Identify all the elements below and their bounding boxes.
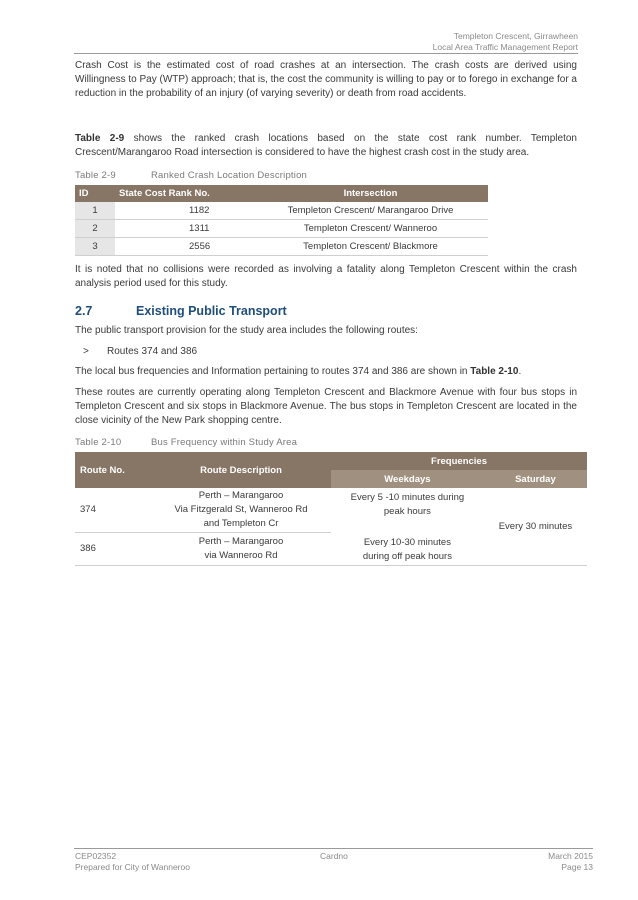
table-header-row [75,185,488,202]
weekday-peak-line: Every 5 -10 minutes during [350,492,465,504]
cell-rank: 1182 [115,202,253,220]
route-desc-line: via Wanneroo Rd [204,550,278,562]
route-desc-line: Perth – Marangaroo [198,536,284,548]
bus-frequency-table [75,452,587,566]
column-header-route-no: Route No. [75,452,151,488]
frequency-intro-paragraph [75,365,577,379]
crash-cost-paragraph: Crash Cost is the estimated cost of road crashes at an intersection. The crash costs are derived using Willingness to Pay (WTP) approach; that is, the cost the community is willing to pay or to forego in exchange for a reduction in the probability of an injury (of varying severity) or death from road accidents. [75,60,577,100]
route-desc-line: and Templeton Cr [203,518,279,530]
section-heading [75,304,577,318]
table-row [75,238,488,256]
cell-rank: 1311 [115,220,253,238]
cell-route-no: 386 [75,533,151,566]
table210-caption [75,437,577,448]
routes-bullet-item [83,345,577,359]
table-row [75,202,488,220]
column-header-frequencies: Frequencies [331,452,587,470]
footer-company: Cardno [320,851,348,861]
table210-caption-number: Table 2-10 [75,437,122,449]
footer-divider [74,848,593,849]
header-report-title: Local Area Traffic Management Report [432,42,578,52]
frequency-intro-end: . [518,365,522,377]
route-desc-line: Perth – Marangaroo [198,490,284,502]
footer-page-number: Page 13 [561,862,593,872]
column-header-weekdays: Weekdays [331,470,484,488]
section-number: 2.7 [75,304,93,319]
table210-ref-bold: Table 2-10 [470,365,519,377]
page-header [433,31,578,53]
footer-doc-number: CEP02352 [75,851,117,861]
table29-ref-bold: Table 2-9 [75,132,125,144]
weekday-offpeak-line: during off peak hours [362,550,452,562]
table29-reference-paragraph [75,132,577,160]
column-header-rank: State Cost Rank No. [115,185,253,202]
cell-saturday: Every 30 minutes [484,488,587,565]
cell-intersection: Templeton Crescent/ Blackmore [253,238,488,256]
cell-rank: 2556 [115,238,253,256]
table-row [75,488,587,533]
frequency-intro-text: The local bus frequencies and Information pertaining to routes 374 and 386 are shown in [75,365,471,377]
cell-id: 1 [75,202,115,220]
column-header-route-description: Route Description [151,452,331,488]
table29-caption [75,170,577,181]
footer-left [75,851,190,873]
section-title: Existing Public Transport [136,304,287,319]
page-content [75,59,577,566]
route-desc-line: Via Fitzgerald St, Wanneroo Rd [174,504,308,516]
table29-ref-text: shows the ranked crash locations based on the state cost rank number. Templeton Crescent/Marangaroo Road intersection is considered to have the highest crash cost in the study area. [75,132,577,158]
routes-description-paragraph: These routes are currently operating along Templeton Crescent and Blackmore Avenue with four bus stops in Templeton Crescent and six stops in Blackmore Avenue. The bus stops in Templeton Crescent are located in the close vicinity of the New Park shopping centre. [75,386,577,427]
cell-id: 3 [75,238,115,256]
cell-intersection: Templeton Crescent/ Marangaroo Drive [253,202,488,220]
bullet-text: Routes 374 and 386 [107,345,198,357]
table-header-row [75,452,587,470]
cell-route-description [151,488,331,533]
weekday-offpeak-line: Every 10-30 minutes [363,536,451,548]
cell-route-description [151,533,331,566]
cell-weekdays-peak [331,488,484,533]
footer-right [548,851,593,873]
transport-intro-paragraph: The public transport provision for the study area includes the following routes: [75,325,418,337]
cell-intersection: Templeton Crescent/ Wanneroo [253,220,488,238]
column-header-intersection: Intersection [253,185,488,202]
cell-weekdays-offpeak [331,533,484,566]
cell-id: 2 [75,220,115,238]
table210-caption-title: Bus Frequency within Study Area [151,437,298,449]
column-header-saturday: Saturday [484,470,587,488]
table29-caption-number: Table 2-9 [75,170,116,182]
ranked-crash-table [75,185,488,256]
bullet-marker: > [83,345,89,357]
fatality-note-paragraph: It is noted that no collisions were recorded as involving a fatality along Templeton Crescent within the crash analysis period used for this study. [75,264,577,290]
table29-caption-title: Ranked Crash Location Description [151,170,308,182]
header-divider [74,53,578,54]
table-row [75,220,488,238]
cell-route-no: 374 [75,488,151,533]
footer-prepared-for: Prepared for City of Wanneroo [75,862,190,872]
column-header-id: ID [75,185,115,202]
header-project-title: Templeton Crescent, Girrawheen [453,31,578,41]
footer-date: March 2015 [548,851,593,861]
weekday-peak-line: peak hours [383,506,431,518]
